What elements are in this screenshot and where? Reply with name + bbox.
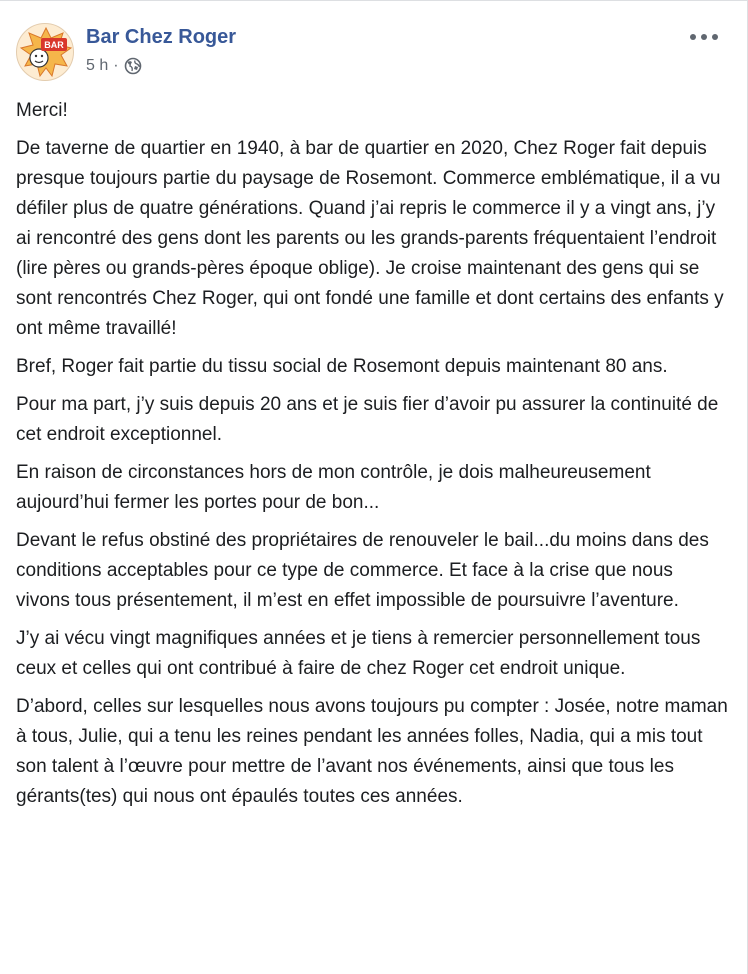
post-body bbox=[16, 96, 732, 820]
post-paragraph: En raison de circonstances hors de mon contrôle, je dois malheureusement aujourd’hui fermer les portes pour de bon... bbox=[16, 462, 651, 513]
dot bbox=[701, 34, 707, 40]
page-name-link[interactable]: Bar Chez Roger bbox=[86, 26, 237, 48]
dot bbox=[690, 34, 696, 40]
post-paragraph: Merci! bbox=[16, 100, 68, 121]
bar-logo-icon bbox=[17, 24, 74, 81]
post-paragraph: Devant le refus obstiné des propriétaires de renouveler le bail...du moins dans des conditions acceptables pour ce type de commerce. Et face à la crise que nous vivons tous présentement, il m’est en effet impossible de poursuivre l’aventure. bbox=[16, 530, 709, 611]
globe-icon[interactable] bbox=[124, 57, 142, 75]
post-paragraph: Bref, Roger fait partie du tissu social de Rosemont depuis maintenant 80 ans. bbox=[16, 356, 668, 377]
post-timestamp[interactable]: 5 h bbox=[86, 57, 109, 74]
post-header bbox=[16, 23, 732, 83]
avatar-text: BAR bbox=[44, 40, 64, 50]
dot bbox=[712, 34, 718, 40]
meta-separator: · bbox=[113, 57, 119, 74]
post-paragraph: De taverne de quartier en 1940, à bar de quartier en 2020, Chez Roger fait depuis presque toujours partie du paysage de Rosemont. Commerce emblématique, il a vu défiler plus de quatre générations. Quand j’ai repris le commerce il y a vingt ans, j’y ai rencontré des gens dont les parents ou les grands-parents fréquentaient l’endroit (lire pères ou grands-pères époque oblige). Je croise maintenant des gens qui se sont rencontrés Chez Roger, qui ont fondé une famille et dont certains des enfants y ont même travaillé! bbox=[16, 138, 724, 339]
avatar[interactable] bbox=[16, 23, 74, 81]
post-meta bbox=[86, 57, 142, 75]
post-paragraph: Pour ma part, j’y suis depuis 20 ans et je suis fier d’avoir pu assurer la continuité de cet endroit exceptionnel. bbox=[16, 394, 719, 445]
post-paragraph: J’y ai vécu vingt magnifiques années et je tiens à remercier personnellement tous ceux et celles qui ont contribué à faire de chez Roger cet endroit unique. bbox=[16, 628, 701, 679]
more-options-icon[interactable] bbox=[690, 27, 718, 47]
post-paragraph: D’abord, celles sur lesquelles nous avons toujours pu compter : Josée, notre maman à tous, Julie, qui a tenu les reines pendant les années folles, Nadia, qui a mis tout son talent à l’œuvre pour mettre de l’avant nos événements, ainsi que tous les gérants(tes) qui nous ont épaulés toutes ces années. bbox=[16, 696, 728, 807]
